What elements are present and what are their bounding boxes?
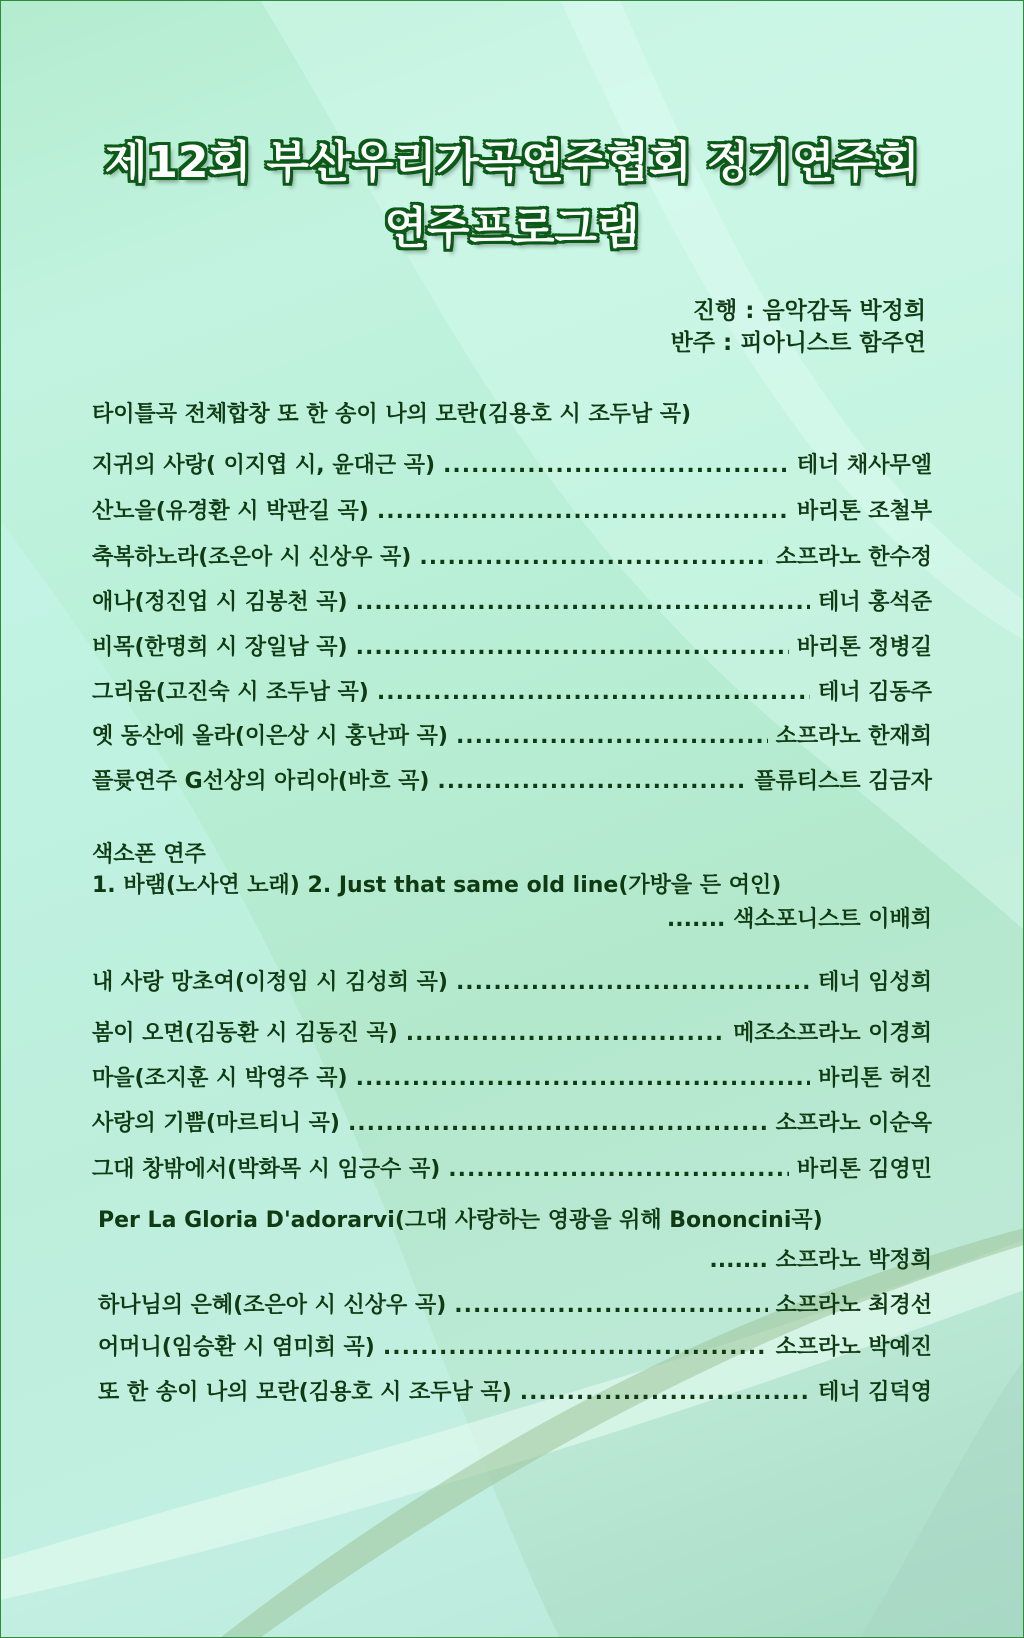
leader-dots <box>437 769 746 794</box>
leader-dots <box>406 1021 725 1046</box>
bononcini-title: Per La Gloria D'adorarvi(그대 사랑하는 영광을 위해 Bononcini곡) <box>98 1208 823 1233</box>
performer: 소프라노 최경선 <box>775 1293 932 1318</box>
opening-chorus: 타이틀곡 전체합창 또 한 송이 나의 모란(김용호 시 조두남 곡) <box>92 402 692 427</box>
host-credit: 진행 : 음악감독 박정희 <box>692 298 926 324</box>
song-title: 그대 창밖에서(박화목 시 임긍수 곡) <box>92 1157 441 1182</box>
song-title: 지귀의 사랑( 이지엽 시, 윤대근 곡) <box>92 453 436 478</box>
performer: 소프라노 한재희 <box>775 724 932 749</box>
program-item <box>98 1288 932 1319</box>
song-title: 비목(한명희 시 장일남 곡) <box>92 635 348 660</box>
program-item <box>92 1106 932 1137</box>
song-title: 그리움(고진숙 시 조두남 곡) <box>92 680 369 705</box>
bononcini-performer: ....... 소프라노 박정희 <box>709 1248 932 1273</box>
program-item <box>92 965 932 996</box>
leader-dots <box>348 1111 768 1136</box>
program-item <box>92 675 932 706</box>
song-title: 또 한 송이 나의 모란(김용호 시 조두남 곡) <box>98 1380 512 1405</box>
performer: 플류티스트 김금자 <box>754 769 932 794</box>
song-title: 사랑의 기쁨(마르티니 곡) <box>92 1111 340 1136</box>
performer: 테너 홍석준 <box>818 590 932 615</box>
sax-pieces: 1. 바램(노사연 노래) 2. Just that same old line(가방을 든 여인) <box>92 873 782 898</box>
accompanist-credit: 반주 : 피아니스트 함주연 <box>670 330 926 356</box>
leader-dots <box>456 970 810 995</box>
program-item <box>92 1016 932 1047</box>
sax-performer: ....... 색소포니스트 이배희 <box>666 907 932 932</box>
song-title: 옛 동산에 올라(이은상 시 홍난파 곡) <box>92 724 448 749</box>
program-item <box>92 585 932 616</box>
performer: 소프라노 한수정 <box>775 545 932 570</box>
song-title: 하나님의 은혜(조은아 시 신상우 곡) <box>98 1293 447 1318</box>
leader-dots <box>356 635 789 660</box>
performer: 메조소프라노 이경희 <box>733 1021 932 1046</box>
leader-dots <box>520 1380 810 1405</box>
leader-dots <box>383 1335 768 1360</box>
leader-dots <box>377 680 810 705</box>
program-item <box>92 1152 932 1183</box>
performer: 바리톤 정병길 <box>796 635 932 660</box>
performer: 소프라노 박예진 <box>775 1335 932 1360</box>
program-title: 연주프로그램 <box>384 203 640 254</box>
performer: 테너 임성희 <box>818 970 932 995</box>
leader-dots <box>443 453 789 478</box>
program-item <box>92 494 932 525</box>
sax-heading: 색소폰 연주 <box>92 842 206 867</box>
performer: 바리톤 조철부 <box>796 499 932 524</box>
leader-dots <box>419 545 767 570</box>
song-title: 마을(조지훈 시 박영주 곡) <box>92 1066 348 1091</box>
program-item <box>98 1330 932 1361</box>
performer: 바리톤 허진 <box>818 1066 932 1091</box>
program-item <box>98 1375 932 1406</box>
program-item <box>92 630 932 661</box>
leader-dots <box>356 1066 810 1091</box>
performer: 테너 채사무엘 <box>796 453 932 478</box>
song-title: 내 사랑 망초여(이정임 시 김성희 곡) <box>92 970 448 995</box>
performer: 테너 김덕영 <box>818 1380 932 1405</box>
song-title: 플륫연주 G선상의 아리아(바흐 곡) <box>92 769 430 794</box>
program-item <box>92 719 932 750</box>
song-title: 축복하노라(조은아 시 신상우 곡) <box>92 545 412 570</box>
song-title: 봄이 오면(김동환 시 김동진 곡) <box>92 1021 398 1046</box>
song-title: 산노을(유경환 시 박판길 곡) <box>92 499 369 524</box>
concert-title: 제12회 부산우리가곡연주협회 정기연주회 <box>104 137 920 188</box>
leader-dots <box>377 499 789 524</box>
performer: 테너 김동주 <box>818 680 932 705</box>
leader-dots <box>456 724 768 749</box>
program-item <box>92 448 932 479</box>
program-item <box>92 764 932 795</box>
performer: 바리톤 김영민 <box>796 1157 932 1182</box>
leader-dots <box>448 1157 789 1182</box>
performer: 소프라노 이순옥 <box>775 1111 932 1136</box>
song-title: 어머니(임승환 시 염미희 곡) <box>98 1335 375 1360</box>
program-item <box>92 1061 932 1092</box>
leader-dots <box>356 590 810 615</box>
song-title: 애나(정진업 시 김봉천 곡) <box>92 590 348 615</box>
leader-dots <box>454 1293 767 1318</box>
program-item <box>92 540 932 571</box>
